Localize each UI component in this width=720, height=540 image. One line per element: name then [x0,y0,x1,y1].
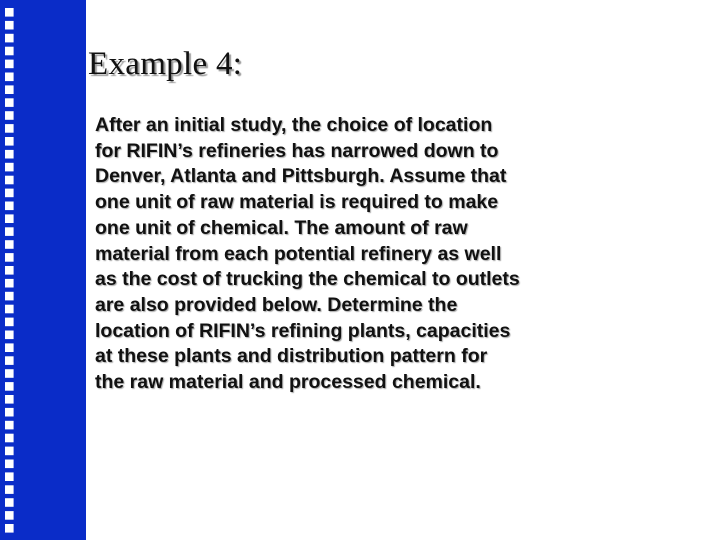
decorative-square [5,85,14,94]
decorative-square [5,163,14,172]
decorative-square [5,524,14,533]
body-line: are also provided below. Determine the [95,293,458,316]
decorative-square [5,472,14,481]
decorative-square [5,176,14,185]
decorative-square-column [0,0,20,540]
decorative-square [5,34,14,43]
decorative-square [5,343,14,352]
decorative-square [5,279,14,288]
decorative-square [5,434,14,443]
decorative-square [5,150,14,159]
decorative-square [5,395,14,404]
slide-title: Example 4: [88,46,243,82]
decorative-square [5,421,14,430]
decorative-square [5,202,14,211]
decorative-square [5,460,14,469]
decorative-square [5,331,14,340]
decorative-square [5,498,14,507]
body-line: one unit of chemical. The amount of raw [95,216,468,239]
decorative-square [5,485,14,494]
decorative-square [5,382,14,391]
decorative-square [5,227,14,236]
slide-body-text [95,113,635,396]
decorative-square [5,47,14,56]
decorative-square [5,292,14,301]
decorative-square [5,266,14,275]
decorative-square [5,189,14,198]
left-sidebar-band [0,0,86,540]
decorative-square [5,408,14,417]
body-line: material from each potential refinery as well [95,242,502,265]
body-line: as the cost of trucking the chemical to outlets [95,268,520,291]
decorative-square [5,60,14,69]
decorative-square [5,356,14,365]
body-line: After an initial study, the choice of location [95,114,493,136]
decorative-square [5,305,14,314]
decorative-square [5,8,14,17]
decorative-square [5,111,14,120]
square-pattern-graphic [0,0,20,540]
body-line: one unit of raw material is required to make [95,191,499,214]
decorative-square [5,137,14,146]
decorative-square [5,369,14,378]
body-line: the raw material and processed chemical. [95,371,481,394]
decorative-square [5,214,14,223]
decorative-square [5,124,14,133]
body-line: Denver, Atlanta and Pittsburgh. Assume that [95,165,507,188]
decorative-square [5,511,14,520]
decorative-square [5,73,14,82]
decorative-square [5,98,14,107]
decorative-square [5,21,14,30]
decorative-square [5,240,14,249]
decorative-square [5,318,14,327]
body-line: location of RIFIN’s refining plants, capacities [95,319,511,342]
decorative-square [5,253,14,262]
body-line: at these plants and distribution pattern for [95,345,488,368]
body-line: for RIFIN’s refineries has narrowed down to [95,139,499,162]
decorative-square [5,447,14,456]
